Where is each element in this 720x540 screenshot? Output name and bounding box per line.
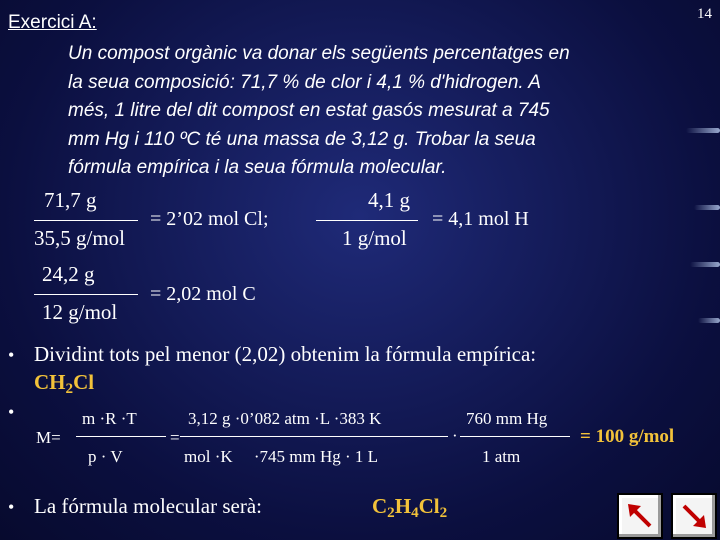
fraction-bar <box>76 436 166 437</box>
bullet-marker: • <box>8 345 15 365</box>
statement-line: mm Hg i 110 ºC té una massa de 3,12 g. Trobar la seua <box>68 128 536 150</box>
fraction-denominator: 1 g/mol <box>342 226 407 250</box>
equals-sign: = <box>170 428 180 447</box>
fraction-numerator: 24,2 g <box>42 262 95 286</box>
fraction-numerator: 760 mm Hg <box>466 409 548 428</box>
fraction-numerator: 3,12 g ·0’082 atm ·L ·383 K <box>188 409 382 428</box>
multiply-dot: · <box>452 426 458 445</box>
statement-line: Un compost orgànic va donar els següents percentatges en <box>68 43 570 64</box>
formula-subscript: 2 <box>439 504 448 521</box>
formula-part: Cl <box>73 370 95 394</box>
next-slide-icon <box>679 501 709 531</box>
molecular-formula <box>372 494 447 522</box>
fraction-numerator: m ·R ·T <box>82 409 137 428</box>
statement-line: més, 1 litre del dit compost en estat gasós mesurat a 745 <box>68 100 550 121</box>
bullet-text: Dividint tots pel menor (2,02) obtenim la fórmula empírica: <box>34 342 537 366</box>
formula-subscript: 2 <box>387 504 395 521</box>
formula-part: C <box>372 494 388 518</box>
fraction-numerator: 4,1 g <box>368 188 410 212</box>
decorative-glint <box>690 262 720 267</box>
calc-result: = 4,1 mol H <box>432 208 529 230</box>
fraction-bar <box>180 436 448 437</box>
decorative-glint <box>686 128 720 133</box>
fraction-bar <box>316 220 418 221</box>
formula-subscript: 2 <box>65 380 74 397</box>
calc-result: = 2’02 mol Cl; <box>150 208 269 230</box>
fraction-denominator: 1 atm <box>482 447 521 466</box>
previous-slide-icon <box>625 501 655 531</box>
previous-slide-button[interactable] <box>617 493 663 539</box>
calc-result: = 2,02 mol C <box>150 283 256 305</box>
empirical-formula <box>34 370 94 398</box>
molar-mass-result <box>580 426 674 448</box>
bullet-text: La fórmula molecular serà: <box>34 494 262 518</box>
statement-line: la seua composició: 71,7 % de clor i 4,1 % d'hidrogen. A <box>68 71 541 93</box>
formula-subscript: 4 <box>411 504 419 521</box>
formula-part: CH <box>34 370 66 394</box>
fraction-denominator: p · V <box>88 447 123 466</box>
bullet-marker: • <box>8 497 15 517</box>
decorative-glint <box>694 205 720 210</box>
molar-mass-label: M= <box>36 428 61 447</box>
molar-mass-value: = 100 g/mol <box>580 426 675 447</box>
formula-part: H <box>394 494 412 518</box>
statement-line: fórmula empírica i la seua fórmula molecular. <box>68 157 447 178</box>
fraction-denominator: 12 g/mol <box>42 300 118 324</box>
problem-statement <box>68 40 570 183</box>
exercise-title: Exercici A: <box>8 12 97 33</box>
formula-part: Cl <box>418 494 440 518</box>
slide-number: 14 <box>697 6 712 22</box>
next-slide-button[interactable] <box>671 493 717 539</box>
fraction-bar <box>34 294 138 295</box>
decorative-glint <box>698 318 720 323</box>
fraction-numerator: 71,7 g <box>44 188 97 212</box>
fraction-bar <box>460 436 570 437</box>
fraction-denominator: mol ·K ·745 mm Hg · 1 L <box>184 447 379 466</box>
fraction-denominator: 35,5 g/mol <box>34 226 126 250</box>
bullet-marker: • <box>8 402 15 422</box>
fraction-bar <box>34 220 138 221</box>
